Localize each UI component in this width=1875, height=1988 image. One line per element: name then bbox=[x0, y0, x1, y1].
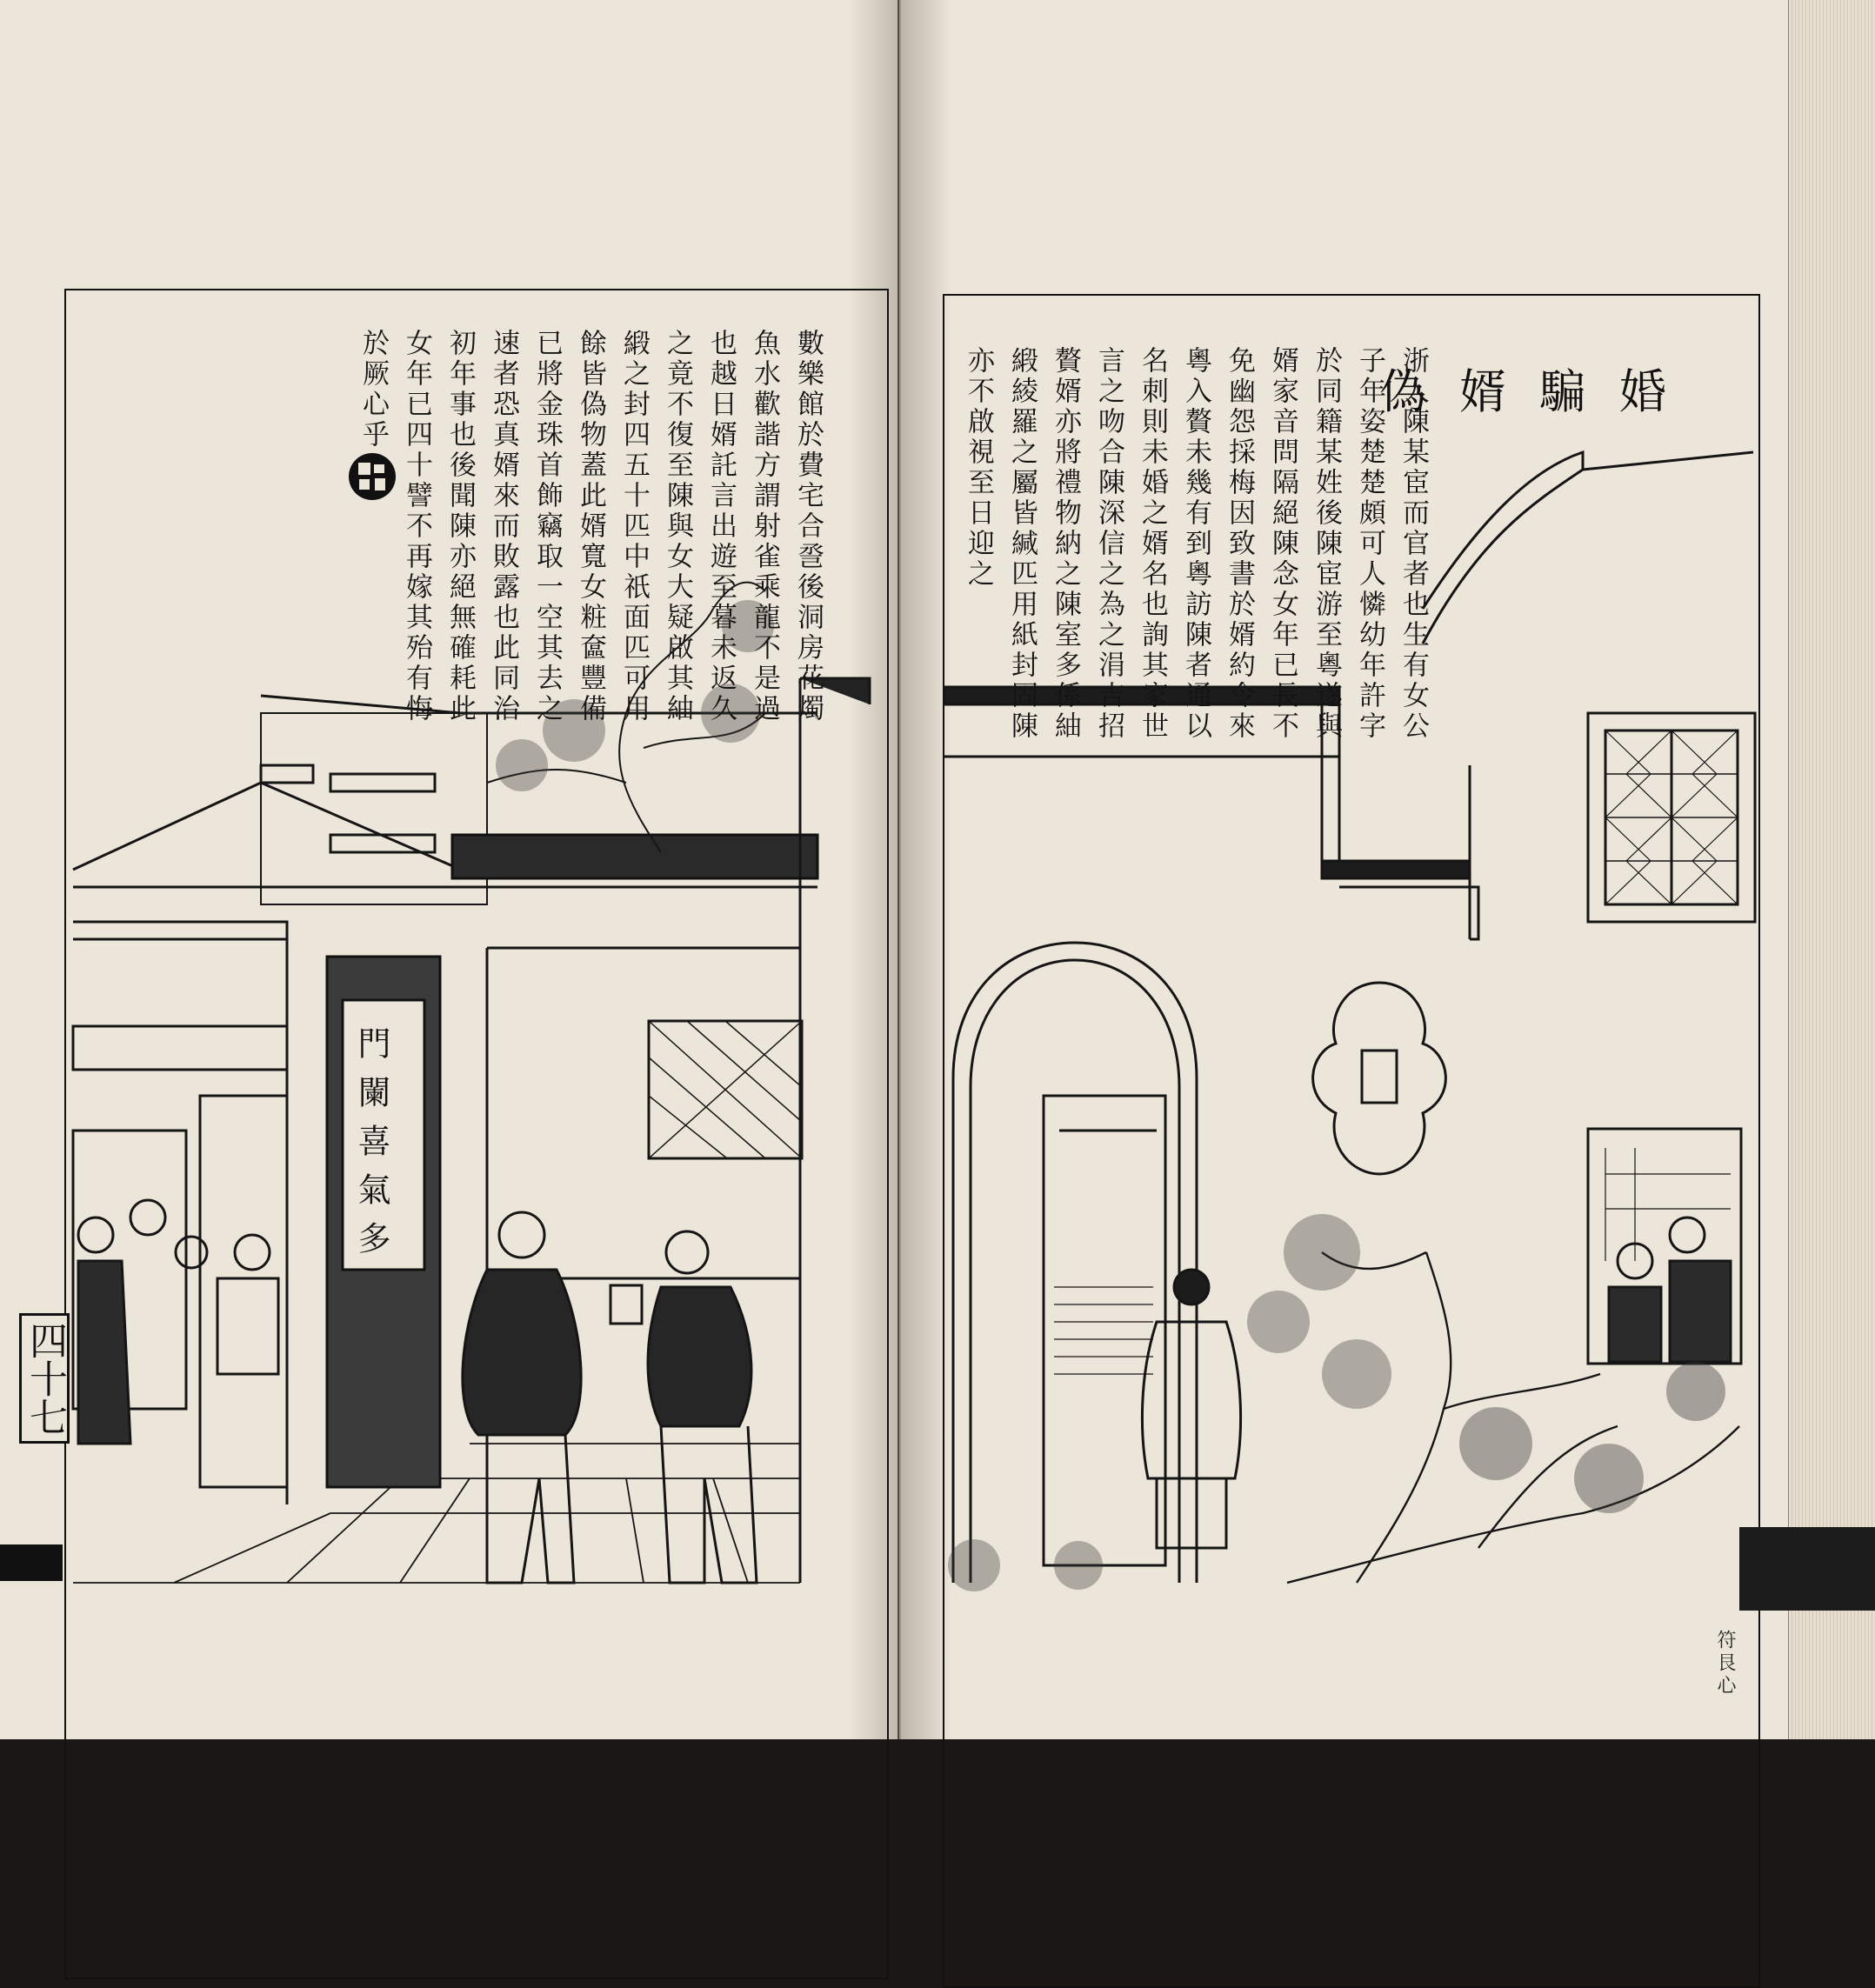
quatrefoil-window bbox=[1313, 983, 1446, 1174]
lattice-window-top bbox=[1588, 713, 1755, 922]
right-page-text: 浙人陳某宦而官者也生有女公子年姿楚楚頗可人憐幼年許字於同籍某姓後陳宦游至粵遂與婿家音問隔絕陳念女年已長不免幽怨採梅因致書於婿約令來粵入贅未幾有到粵訪陳者通以名刺則未婚之婿名也詢其家世言之吻合陳深信之為之涓吉招贅婿亦將禮物納之陳室多係紬緞綾羅之屬皆緘匹用紙封固陳亦不啟視至日迎之 bbox=[963, 346, 1429, 742]
right-page-title: 偽婿騙婚 bbox=[1379, 364, 1699, 419]
courtyard-wall bbox=[487, 678, 870, 1583]
folio-number: 四十七 bbox=[19, 1313, 70, 1444]
artist-signature: 符艮心 bbox=[1714, 1630, 1736, 1698]
arched-doorway bbox=[953, 943, 1197, 1583]
lattice-window-lower bbox=[1588, 1129, 1741, 1364]
gate-plaque-text: 門闌喜氣多 bbox=[352, 1026, 390, 1270]
left-page-text: 數樂館於費宅合巹後洞房花燭魚水歡諧方謂射雀乘龍不是過也越日婿託言出遊至暮未返久之竟不復至陳與女大疑啟其紬緞之封四五十匹中祇面匹可用餘皆偽物蓋此婿寬女粧奩豐備已將金珠首飾竊取一空其去之速者恐真婿來而敗露也此同治初年事也後聞陳亦絕無確耗此女年已四十譬不再嫁其殆有悔於厥心乎 bbox=[357, 329, 824, 724]
